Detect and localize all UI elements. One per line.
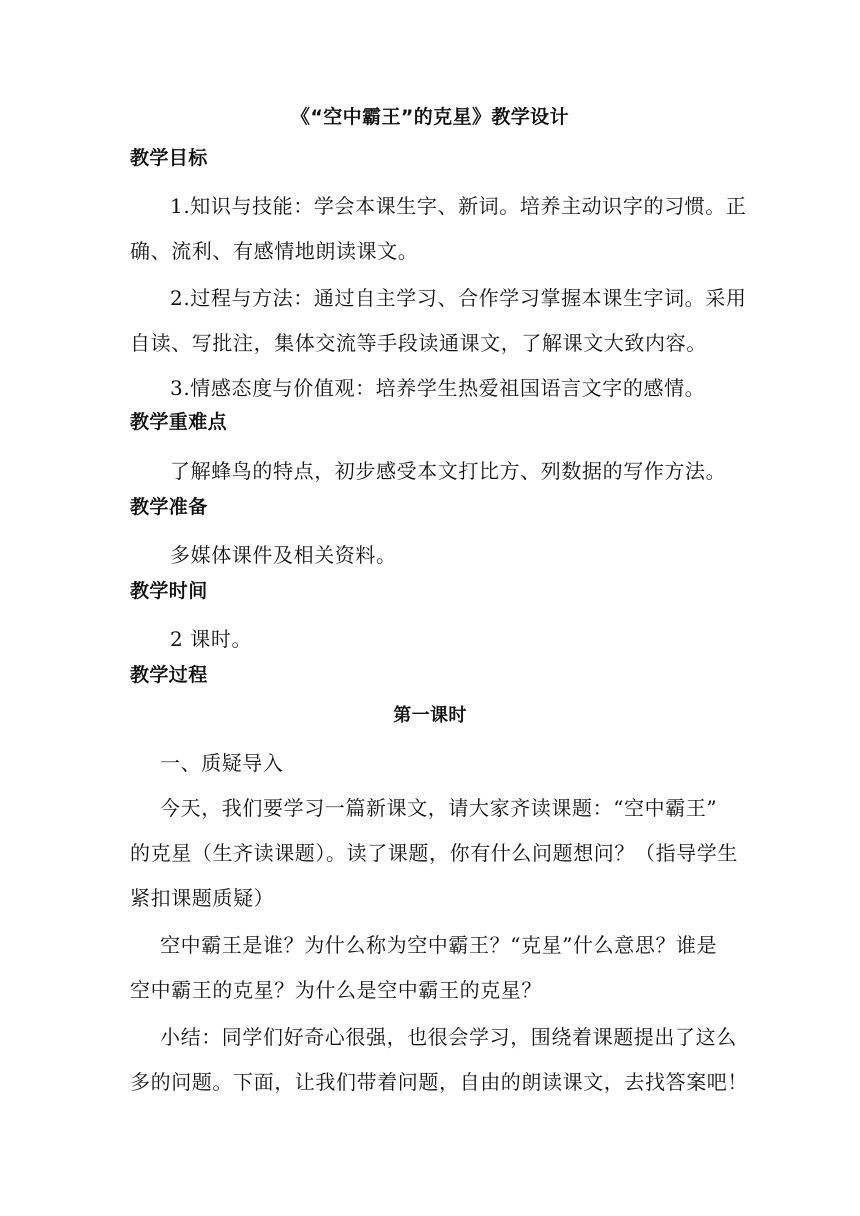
lesson-heading: 第一课时 (393, 705, 467, 726)
paragraph-1-line-1: 今天，我们要学习一篇新课文，请大家齐读课题：“空中霸王” (160, 796, 718, 820)
objective-1-line-2: 确、流利、有感情地朗读课文。 (130, 239, 419, 263)
time-text: 2 课时。 (170, 627, 253, 651)
objective-3-line-1: 3.情感态度与价值观：培养学生热爱祖国语言文字的感情。 (170, 376, 706, 400)
section-1-heading: 一、质疑导入 (160, 751, 284, 775)
paragraph-3-line-1: 小结：同学们好奇心很强，也很会学习，围绕着课题提出了这么 (160, 1025, 737, 1049)
paragraph-3-line-2: 多的问题。下面，让我们带着问题，自由的朗读课文，去找答案吧！ (130, 1070, 748, 1094)
paragraph-1-line-2: 的克星（生齐读课题）。读了课题，你有什么问题想问？（指导学生 (130, 841, 738, 865)
objective-2-line-2: 自读、写批注，集体交流等手段读通课文，了解课文大致内容。 (130, 331, 707, 355)
time-heading: 教学时间 (130, 580, 208, 602)
paragraph-2-line-2: 空中霸王的克星？为什么是空中霸王的克星？ (130, 978, 542, 1002)
objective-2-line-1: 2.过程与方法：通过自主学习、合作学习掌握本课生字词。采用 (170, 286, 747, 310)
preparation-heading: 教学准备 (130, 496, 208, 518)
key-points-heading: 教学重难点 (130, 411, 228, 433)
process-heading: 教学过程 (130, 664, 208, 686)
key-points-text: 了解蜂鸟的特点，初步感受本文打比方、列数据的写作方法。 (170, 459, 727, 483)
paragraph-2-line-1: 空中霸王是谁？为什么称为空中霸王？“克星”什么意思？谁是 (160, 933, 718, 957)
objectives-heading: 教学目标 (130, 147, 208, 169)
paragraph-1-line-3: 紧扣课题质疑） (130, 886, 275, 910)
objective-1-line-1: 1.知识与技能：学会本课生字、新词。培养主动识字的习惯。正 (170, 194, 747, 218)
document-title: 《“空中霸王”的克星》教学设计 (291, 106, 569, 128)
preparation-text: 多媒体课件及相关资料。 (170, 543, 397, 567)
